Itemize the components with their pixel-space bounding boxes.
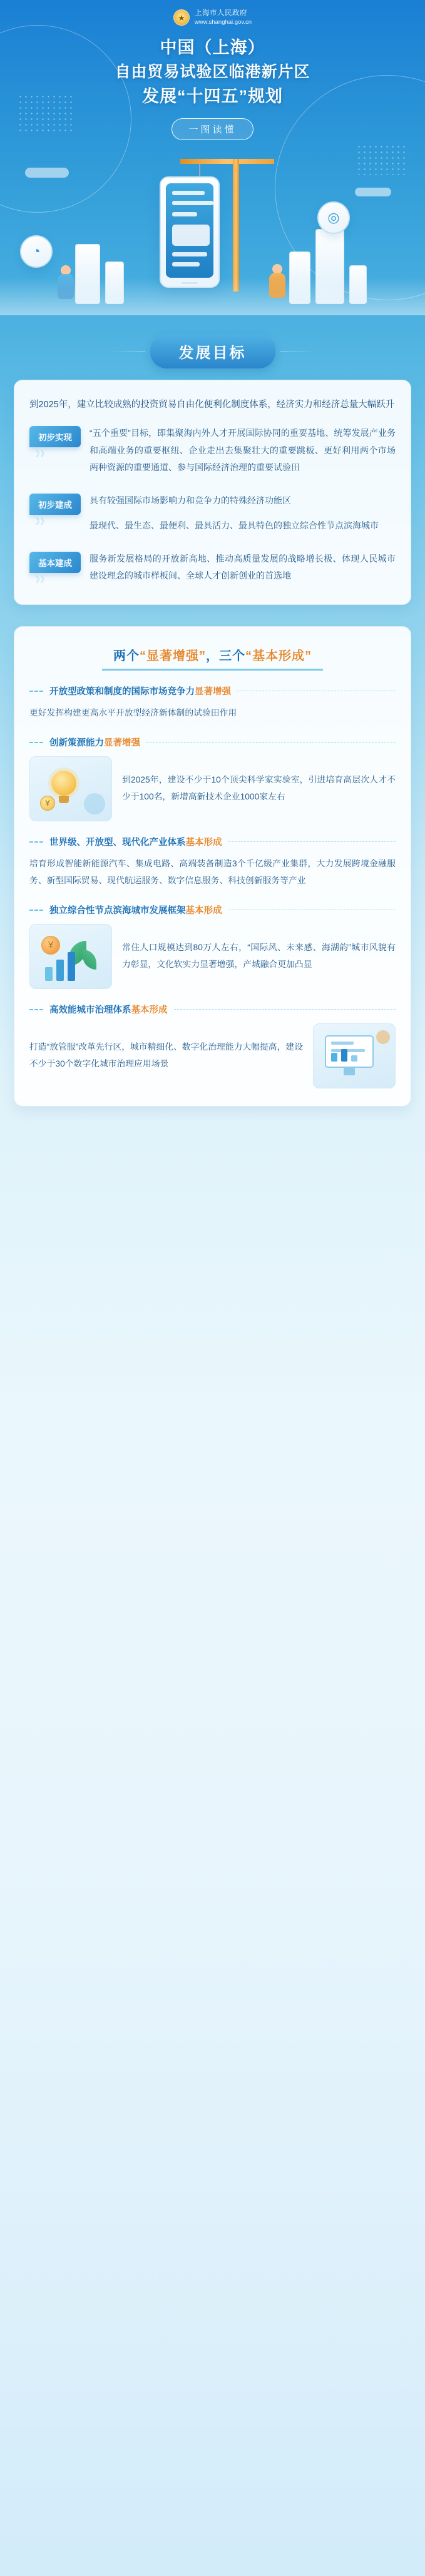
- coin-icon: ¥: [40, 796, 55, 811]
- section-2-title-wrap: [29, 641, 396, 671]
- target-heading-2: [29, 736, 396, 749]
- goal-badge: 初步实现: [29, 426, 81, 447]
- monitor-icon: [325, 1035, 374, 1068]
- goal-block: [29, 550, 396, 585]
- target-row-3: [29, 856, 396, 890]
- dash-icon: [29, 691, 43, 692]
- coin-icon: ¥: [41, 936, 60, 955]
- lightbulb-base-icon: [59, 796, 69, 803]
- monitor-bar: [351, 1055, 357, 1062]
- crane-mast: [233, 159, 239, 292]
- digital-governance-illustration: [313, 1023, 396, 1088]
- smartphone-illustration: [160, 176, 220, 288]
- national-emblem-icon: ★: [173, 9, 190, 26]
- footer-spacer: [0, 1107, 425, 1125]
- target-heading-5: [29, 1003, 396, 1016]
- section-2-title-prefix: 两个: [113, 649, 140, 664]
- target-heading-5-text: 高效能城市治理体系基本形成: [49, 1005, 168, 1016]
- target-text-5: 打造“放管服”改革先行区，城市精细化、数字化治理能力大幅提高，建设不少于30个数字化城市治理应用场景: [29, 1042, 303, 1069]
- gov-header-text: [195, 9, 252, 26]
- city-growth-illustration: [29, 924, 112, 989]
- target-row-5: [29, 1023, 396, 1088]
- goal-block: [29, 492, 396, 534]
- phone-screen-row: [172, 191, 205, 195]
- target-heading-1: [29, 684, 396, 697]
- gov-header: [0, 0, 425, 29]
- target-text-2: 到2025年，建设不少于10个顶尖科学家实验室，引进培育高层次人才不少于100名，新增高新技术企业1000家左右: [122, 775, 396, 802]
- chart-badge-icon: ◔: [20, 235, 53, 268]
- section-2-title-emph-2: “基本形成”: [245, 649, 312, 664]
- target-heading-3-text: 世界级、开放型、现代化产业体系基本形成: [49, 838, 222, 848]
- goal-text: [90, 425, 396, 476]
- phone-screen-row: [172, 201, 213, 205]
- heading-rule: [174, 1009, 396, 1010]
- target-row-2: [29, 756, 396, 821]
- target-heading-4: [29, 903, 396, 916]
- heading-rule: [228, 841, 396, 842]
- target-row-4: [29, 924, 396, 989]
- section-2-title-mid: ，三个: [206, 649, 245, 664]
- dash-icon: [29, 910, 43, 911]
- growth-bar: [56, 960, 64, 981]
- section-1-title: 发展目标: [150, 334, 275, 368]
- target-heading-4-text: 独立综合性节点滨海城市发展框架基本形成: [49, 906, 222, 916]
- subtitle-badge: 一图读懂: [172, 118, 253, 140]
- target-heading-3: [29, 835, 396, 848]
- phone-screen-row: [172, 212, 197, 216]
- goal-block: [29, 425, 396, 476]
- title-line-1: 中国（上海）: [160, 38, 265, 58]
- gov-name: 上海市人民政府: [194, 9, 247, 17]
- section-1-title-wrap: [0, 334, 425, 368]
- cloud-shape: [355, 188, 391, 196]
- phone-screen-row: [172, 252, 207, 256]
- lightbulb-idea-illustration: [29, 756, 112, 821]
- decorative-blob: [84, 793, 105, 814]
- monitor-bar: [341, 1049, 347, 1062]
- monitor-bar: [331, 1053, 337, 1062]
- monitor-line: [331, 1042, 354, 1045]
- goal-text: [90, 492, 396, 534]
- goals-lead-text: 到2025年，建立比较成熟的投资贸易自由化便利化制度体系，经济实力和经济总量大幅跃升: [29, 399, 395, 410]
- targets-card: [14, 626, 411, 1107]
- target-heading-2-text: 创新策源能力显著增强: [49, 738, 140, 749]
- hero-illustration: [0, 144, 425, 332]
- section-2-title-emph-1: “显著增强”: [140, 649, 206, 664]
- cloud-shape: [25, 168, 69, 178]
- goal-paragraph: “五个重要”目标，即集聚海内外人才开展国际协同的重要基地、统筹发展产业务和高端业务的重要枢纽、企业走出去集聚壮大的重要跳板、更好利用两个市场两种资源的重要通道、参与国际经济治理的重要试验田: [90, 428, 396, 472]
- phone-screen: [166, 183, 213, 278]
- ground-plane: [0, 278, 425, 315]
- lightbulb-icon: [51, 771, 76, 796]
- dash-icon: [29, 742, 43, 743]
- monitor-line: [331, 1049, 365, 1052]
- goal-arrow-icon: 》》: [36, 449, 49, 459]
- magnifier-badge-icon: ◎: [317, 201, 350, 234]
- target-text-4: 常住人口规模达到80万人左右，“国际风、未来感、海湖韵”城市风貌有力彰显，文化软实力显著增强，产城融合更加凸显: [122, 943, 396, 970]
- goal-text: [90, 550, 396, 585]
- target-row-1: [29, 705, 396, 722]
- goal-badge: 初步建成: [29, 494, 81, 515]
- phone-screen-block: [172, 225, 210, 246]
- goal-badge: 基本建成: [29, 552, 81, 573]
- title-line-3: 发展“十四五”规划: [142, 87, 283, 106]
- goal-paragraph: 服务新发展格局的开放新高地、推动高质量发展的战略增长极、体现人民城市建设理念的城市样板间、全球人才创新创业的首选地: [90, 553, 396, 581]
- crane-jib: [180, 159, 274, 164]
- goal-paragraph: 具有较强国际市场影响力和竞争力的特殊经济功能区: [90, 495, 291, 506]
- dash-icon: [29, 841, 43, 843]
- growth-bar: [45, 967, 53, 981]
- target-heading-1-text: 开放型政策和制度的国际市场竞争力显著增强: [49, 687, 231, 697]
- target-text-3: 培育形成智能新能源汽车、集成电路、高端装备制造3个千亿级产业集群，大力发展跨境金融服务、新型国际贸易、现代航运服务、数字信息服务、科技创新服务等产业: [29, 859, 396, 886]
- goal-arrow-icon: 》》: [36, 574, 49, 584]
- dash-icon: [29, 1009, 43, 1010]
- title-line-2: 自由贸易试验区临港新片区: [115, 63, 310, 81]
- section-2-title: [102, 641, 323, 671]
- decorative-blob: [376, 1030, 390, 1044]
- phone-screen-row: [172, 262, 200, 266]
- gov-url: www.shanghai.gov.cn: [194, 18, 252, 26]
- monitor-stand: [344, 1068, 355, 1075]
- leaf-icon: [83, 950, 96, 970]
- development-goals-card: [14, 380, 411, 606]
- page-title: [0, 29, 425, 140]
- heading-rule: [146, 742, 396, 743]
- target-text-1: 更好发挥构建更高水平开放型经济新体制的试验田作用: [29, 708, 237, 718]
- growth-bar: [68, 952, 75, 981]
- goal-paragraph: 最现代、最生态、最便利、最具活力、最具特色的独立综合性节点滨海城市: [90, 520, 379, 530]
- goal-arrow-icon: 》》: [36, 517, 49, 527]
